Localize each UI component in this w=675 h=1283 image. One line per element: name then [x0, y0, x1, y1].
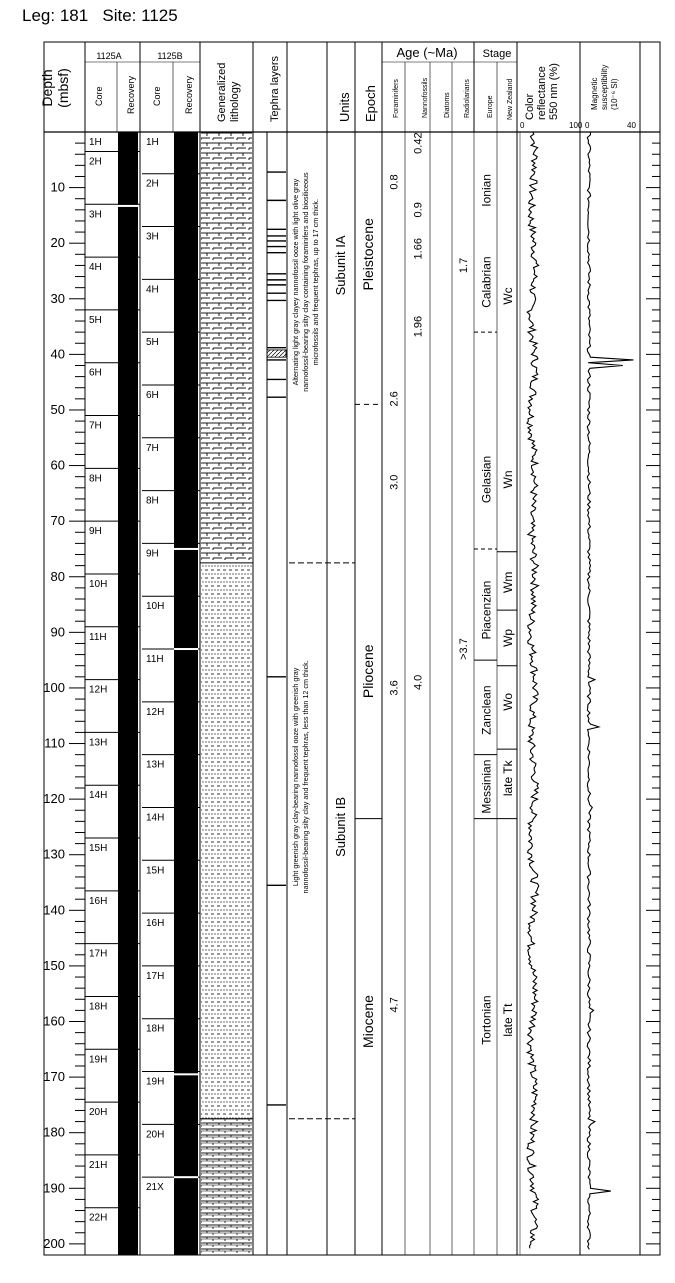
hole-a-recovery-bar [118, 1049, 138, 1102]
core-a-header: Core [94, 86, 104, 106]
nz-stage-label: late Tk [501, 760, 515, 797]
hole-b-core-label: 10H [146, 601, 165, 613]
hole-b-recovery-bar [174, 913, 198, 966]
hole-b-core-label: 4H [146, 284, 159, 296]
europe-stage-label: Tortonian [479, 995, 494, 1045]
hole-b-core-label: 3H [146, 231, 159, 243]
hole-a-core-label: 6H [89, 367, 102, 379]
hole-b-recovery-bar [174, 702, 198, 755]
hole-a-recovery-bar [118, 1102, 138, 1155]
site-label: Site: [102, 6, 137, 25]
hole-b-core-label: 7H [146, 442, 159, 454]
hole-b-core-label: 16H [146, 918, 165, 930]
hole-a-recovery-bar [118, 521, 138, 574]
age-columns [389, 132, 471, 1012]
lithology-description-line: nannofossil-bearing silty clay and frequent tephras, less than 12 cm thick. [301, 660, 310, 894]
age-datum-label: 3.0 [388, 474, 401, 490]
depth-tick-label: 140 [43, 902, 65, 918]
age-datum-label: 4.7 [388, 997, 401, 1013]
hole-a-core-label: 20H [89, 1107, 108, 1119]
tephra-thick-layer [267, 350, 286, 357]
mag-header-1: Magnetic [590, 77, 599, 110]
hole-b-core-label: 9H [146, 548, 159, 560]
epoch-header: Epoch [363, 85, 378, 122]
depth-tick-label: 200 [43, 1235, 65, 1251]
stage-columns [474, 174, 517, 1045]
hole-a-core-label: 13H [89, 737, 108, 749]
hole-b-recovery-bar [174, 174, 198, 227]
hole-b-recovery-bar [174, 860, 198, 913]
europe-stage-label: Messinian [479, 759, 494, 814]
hole-b-recovery-bar [174, 1074, 198, 1124]
hole-b-recovery-bar [174, 1019, 198, 1075]
depth-tick-label: 20 [50, 235, 65, 251]
lithology-description-line: nannofossil-bearing silty clay containing foraminifers and biosiliceous [301, 172, 310, 392]
hole-a-core-label: 1H [89, 137, 102, 148]
hole-a-core-label: 5H [89, 314, 102, 326]
lithology-nanno-ooze [201, 563, 252, 1119]
hole-b-recovery-bar [174, 385, 198, 438]
nannos-header: Nannofossils [422, 77, 429, 118]
hole-a-recovery-bar [118, 416, 138, 469]
hole-b-recovery-bar [174, 227, 198, 280]
hole-b-recovery-bar [174, 596, 198, 649]
hole-b-core-label: 5H [146, 337, 159, 349]
hole-a-recovery-bar [118, 732, 138, 785]
europe-stage-label: Ionian [479, 174, 494, 207]
hole-b-core-label: 2H [146, 178, 159, 190]
depth-tick-label: 30 [50, 290, 65, 306]
diatoms-header: Diatoms [444, 92, 451, 118]
site-value: 1125 [141, 6, 178, 25]
hole-b-recovery-bar [174, 755, 198, 808]
core-columns [85, 132, 200, 1255]
right-tick-column [646, 143, 660, 1244]
color-axis-min: 0 [520, 121, 525, 130]
tephra-column [267, 132, 286, 1255]
hole-b-core-label: 13H [146, 759, 165, 771]
hole-a-core-label: 16H [89, 895, 108, 907]
reflectance-trace [527, 132, 539, 1248]
hole-b-core-label: 21X [146, 1182, 164, 1194]
hole-a-recovery-bar [118, 574, 138, 627]
color-header-3: 550 nm (%) [548, 63, 560, 120]
nz-stage-label: late Tt [501, 1003, 515, 1037]
hole-b-core-label: 8H [146, 495, 159, 507]
depth-header: Depth [39, 69, 55, 107]
hole-a-core-label: 14H [89, 790, 108, 802]
hole-b-recovery-bar [174, 438, 198, 491]
age-datum-label: 1.66 [412, 238, 425, 260]
depth-tick-label: 180 [43, 1124, 65, 1140]
color-reflectance-log [520, 132, 539, 1255]
depth-tick-label: 70 [50, 513, 65, 529]
hole-a-core-label: 8H [89, 473, 102, 485]
leg-label: Leg: [22, 6, 56, 25]
hole-a-core-label: 19H [89, 1054, 108, 1066]
hole-a-recovery-bar [118, 363, 138, 416]
forams-header: Foraminifers [393, 79, 400, 118]
color-axis-max: 100 [569, 121, 583, 130]
hole-b-section-gap [174, 1073, 198, 1075]
hole-b-recovery-bar [174, 1124, 198, 1177]
age-datum-label: 0.42 [412, 132, 425, 154]
depth-tick-label: 160 [43, 1013, 65, 1029]
hole-b-core-label: 14H [146, 812, 165, 824]
hole-a-section-gap [118, 205, 138, 207]
hole-a-recovery-bar [118, 1208, 138, 1255]
age-datum-label: 4.0 [412, 674, 425, 691]
hole-a-recovery-bar [118, 891, 138, 944]
depth-tick-label: 120 [43, 791, 65, 807]
mag-header-2: susceptibility [600, 64, 609, 110]
hole-a-recovery-bar [118, 944, 138, 997]
hole-b-recovery-bar [174, 966, 198, 1019]
hole-a-core-label: 10H [89, 578, 108, 590]
leg-value: 181 [59, 6, 89, 25]
epoch-column [355, 218, 382, 1048]
epoch-label: Pleistocene [360, 218, 376, 291]
depth-tick-label: 170 [43, 1069, 65, 1085]
hole-a-core-label: 2H [89, 156, 102, 168]
europe-stage-label: Gelasian [479, 455, 494, 504]
hole-a-header: 1125A [96, 51, 122, 61]
nz-header: New Zealand [507, 78, 514, 120]
hole-a-core-label: 18H [89, 1001, 108, 1013]
hole-b-core-label: 19H [146, 1076, 165, 1088]
lithology-header-2: lithology [229, 81, 241, 122]
hole-a-core-label: 7H [89, 420, 102, 432]
hole-a-recovery-bar [118, 1155, 138, 1208]
hole-b-core-label: 20H [146, 1129, 165, 1141]
hole-b-recovery-bar [174, 338, 198, 385]
lithology-descriptions [291, 172, 320, 894]
lithology-description-line: Alternating light gray clayey nannofossil ooze with light olive gray [291, 178, 300, 386]
depth-axis [43, 132, 85, 1251]
hole-a-core-label: 12H [89, 684, 108, 696]
hole-b-core-label: 15H [146, 865, 165, 877]
color-header-2: reflectance [536, 66, 548, 120]
hole-a-recovery-bar [118, 206, 138, 257]
depth-tick-label: 40 [50, 346, 65, 362]
lithology-description-line: Light greenish gray clay-bearing nannofossil ooze with greenish gray [291, 667, 300, 887]
hole-a-core-label: 15H [89, 843, 108, 855]
hole-b-core-label: 11H [146, 654, 164, 666]
nz-stage-label: Wp [501, 628, 515, 647]
hole-b-core-label: 17H [146, 970, 165, 982]
stage-header: Stage [482, 48, 512, 60]
hole-b-section-gap [174, 1176, 198, 1178]
depth-tick-label: 90 [50, 624, 65, 640]
mag-axis-min: 0 [585, 121, 590, 130]
depth-tick-label: 80 [50, 568, 65, 584]
age-datum-label: 0.9 [412, 202, 425, 218]
nz-stage-label: Wc [501, 287, 515, 305]
mag-header-3: (10⁻⁶ SI) [610, 78, 619, 110]
hole-b-recovery-bar [174, 549, 198, 596]
hole-a-recovery-bar [118, 257, 138, 310]
hole-a-core-label: 9H [89, 526, 102, 538]
hole-a-recovery-bar [118, 996, 138, 1049]
age-datum-label: 3.6 [388, 680, 401, 696]
nz-stage-label: Wo [501, 692, 515, 711]
hole-b-section-gap [174, 548, 198, 550]
rads-header: Radiolarians [464, 79, 471, 118]
age-header: Age (~Ma) [396, 45, 458, 60]
depth-tick-label: 190 [43, 1180, 65, 1196]
hole-b-header: 1125B [157, 51, 183, 61]
age-datum-label: >3.7 [458, 638, 470, 660]
lithology-header-1: Generalized [216, 62, 228, 122]
lithology-clayey-nanno-ooze [201, 132, 252, 563]
hole-a-recovery-bar [118, 132, 138, 151]
hole-a-recovery-bar [118, 151, 138, 205]
hole-a-core-label: 11H [89, 631, 107, 643]
hole-b-recovery-bar [174, 807, 198, 860]
units-header: Units [337, 92, 352, 122]
depth-tick-label: 60 [50, 457, 65, 473]
hole-a-recovery-bar [118, 838, 138, 891]
hole-a-core-label: 4H [89, 262, 102, 274]
nz-stage-label: Wn [501, 470, 515, 489]
hole-b-recovery-bar [174, 132, 198, 174]
epoch-label: Miocene [360, 995, 376, 1048]
recovery-b-header: Recovery [184, 75, 194, 114]
hole-b-recovery-bar [174, 491, 198, 549]
depth-tick-label: 100 [43, 679, 65, 695]
hole-b-recovery-bar [174, 649, 198, 702]
lithology-clay-banded [201, 1119, 252, 1255]
hole-a-core-label: 17H [89, 948, 108, 960]
hole-a-core-label: 3H [89, 209, 102, 221]
subunit-ib-label: Subunit IB [333, 796, 348, 857]
age-datum-label: 1.7 [458, 257, 470, 274]
hole-b-core-label: 6H [146, 389, 159, 401]
age-datum-label: 1.96 [412, 315, 425, 338]
europe-stage-label: Zanclean [479, 685, 494, 735]
depth-tick-label: 110 [44, 735, 65, 751]
hole-b-recovery-bar [174, 279, 198, 337]
hole-b-core-label: 12H [146, 706, 165, 718]
europe-stage-label: Calabrian [479, 256, 494, 308]
hole-b-recovery-bar [174, 1177, 198, 1255]
hole-a-recovery-bar [118, 785, 138, 838]
hole-a-recovery-bar [118, 627, 138, 680]
tephra-header: Tephra layers [269, 55, 281, 122]
color-header-1: Color [524, 93, 536, 120]
europe-stage-label: Piacenzian [479, 580, 494, 640]
epoch-label: Pliocene [360, 644, 376, 699]
age-datum-label: 0.8 [388, 174, 401, 190]
hole-b-core-label: 1H [146, 137, 159, 148]
hole-a-recovery-bar [118, 468, 138, 521]
nz-stage-label: Wm [501, 571, 515, 593]
subunit-ia-label: Subunit IA [333, 235, 348, 296]
hole-a-recovery-bar [118, 310, 138, 363]
recovery-a-header: Recovery [126, 75, 136, 114]
hole-b-core-label: 18H [146, 1023, 165, 1035]
depth-tick-label: 50 [50, 401, 65, 417]
lithology-column [200, 132, 253, 1255]
hole-b-section-gap [174, 648, 198, 650]
depth-tick-label: 150 [43, 957, 65, 973]
hole-a-core-label: 22H [89, 1212, 108, 1224]
hole-a-recovery-bar [118, 680, 138, 733]
depth-tick-label: 10 [50, 179, 65, 195]
depth-tick-label: 130 [43, 846, 65, 862]
age-datum-label: 2.6 [388, 391, 401, 407]
magnetic-susceptibility-trace [587, 132, 633, 1249]
europe-header: Europe [487, 95, 494, 118]
magnetic-susceptibility-log [587, 132, 633, 1249]
depth-unit-header: (mbsf) [55, 68, 71, 108]
lithology-description-line: microfossils and frequent tephras, up to 17 cm thick. [311, 199, 320, 366]
hole-a-core-label: 21H [89, 1159, 108, 1171]
core-b-header: Core [152, 86, 162, 106]
mag-axis-max: 40 [627, 121, 636, 130]
